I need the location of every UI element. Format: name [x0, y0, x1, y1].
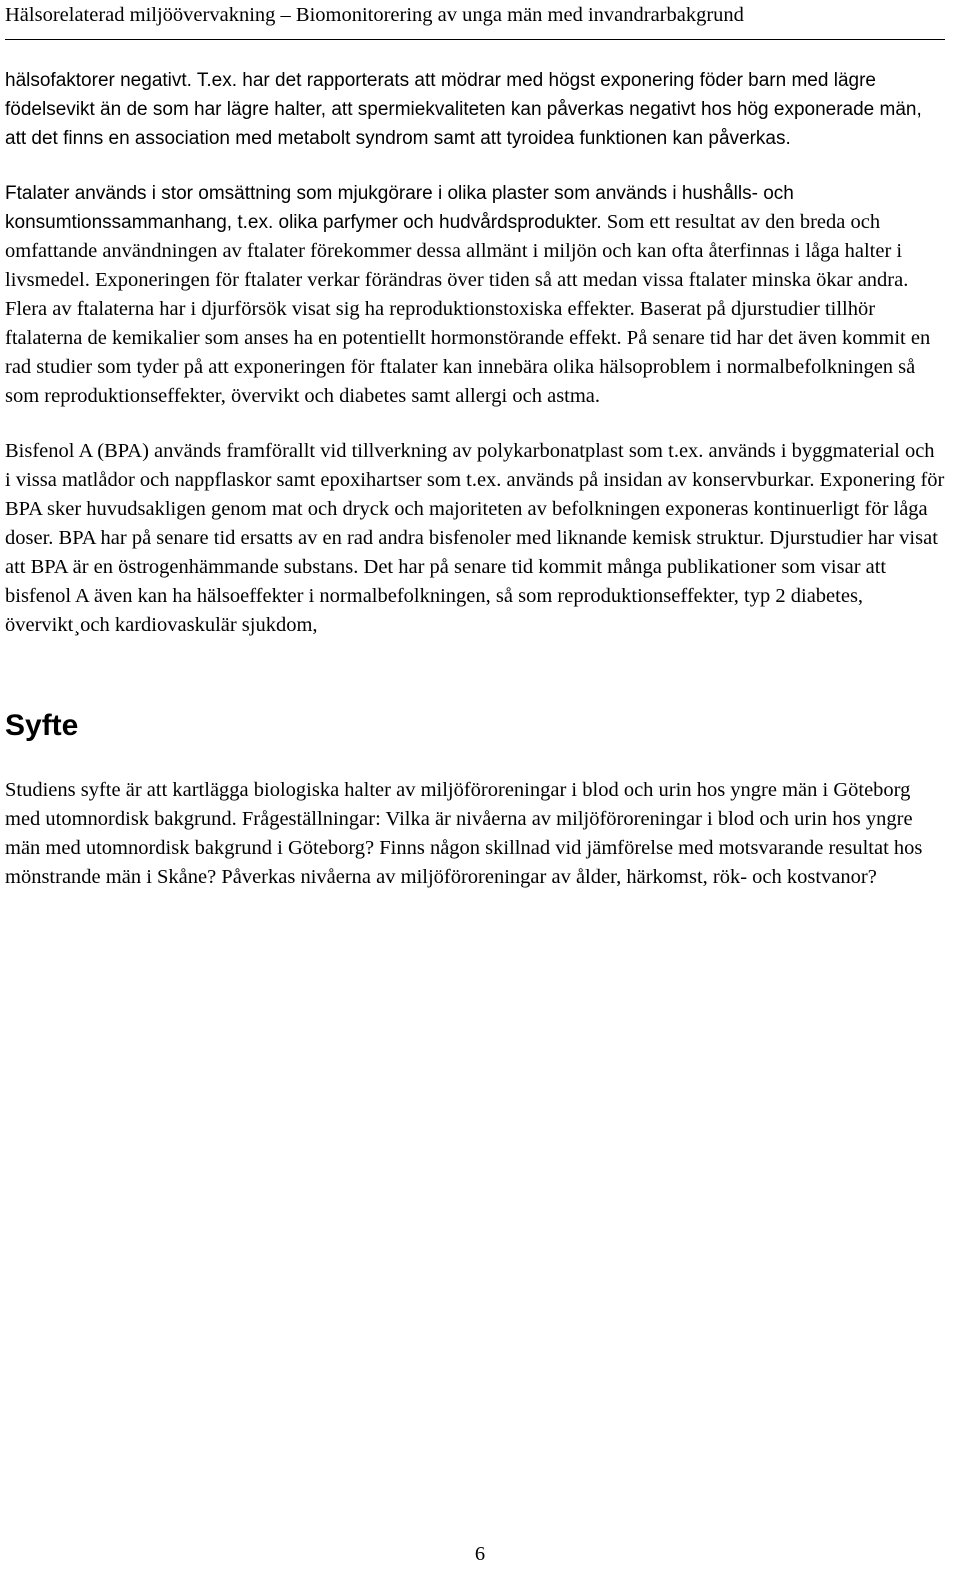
paragraph-phthalates-intro: Ftalater används i stor omsättning som mjukgörare i olika plaster som används i hushålls- och konsumtionssammanhang, t.ex. olika parfymer och hudvårdsprodukter.	[5, 183, 794, 233]
paragraph-bisphenol-a: Bisfenol A (BPA) används framförallt vid tillverkning av polykarbonatplast som t.ex. används i byggmaterial och i vissa matlådor och nappflaskor samt epoxihartser som t.ex. används på insidan av konservburkar. Exponering för BPA sker huvudsakligen genom mat och dryck och majoriteten av befolkningen exponeras kontinuerligt för låga doser. BPA har på senare tid ersatts av en rad andra bisfenoler med liknande kemisk struktur. Djurstudier har visat att BPA är en östrogenhämmande substans. Det har på senare tid kommit många publikationer som visar att bisfenol A även kan ha hälsoeffekter i normalbefolkningen, så som reproduktionseffekter, typ 2 diabetes, övervikt¸och kardiovaskulär sjukdom,	[5, 440, 945, 636]
running-header-title: Hälsorelaterad miljöövervakning – Biomonitorering av unga män med invandrarbakgrund	[5, 4, 744, 26]
paragraph-health-effects: hälsofaktorer negativt. T.ex. har det rapporterats att mödrar med högst exponering föder barn med lägre födelsevikt än de som har lägre halter, att spermiekvaliteten kan påverkas negativt hos hög exponerade män, att det finns en association med metabolt syndrom samt att tyroidea funktionen kan påverkas.	[5, 70, 922, 149]
page-number: 6	[474, 1543, 486, 1565]
running-header	[5, 0, 945, 40]
paragraph-syfte: Studiens syfte är att kartlägga biologiska halter av miljöföroreningar i blod och urin hos yngre män i Göteborg med utomnordisk bakgrund. Frågeställningar: Vilka är nivåerna av miljöföroreningar i blod och urin hos yngre män med utomnordisk bakgrund i Göteborg? Finns någon skillnad vid jämförelse med motsvarande resultat hos mönstrande män i Skåne? Påverkas nivåerna av miljöföroreningar av ålder, härkomst, rök- och kostvanor?	[5, 779, 923, 888]
paragraph-phthalates	[5, 179, 945, 411]
page-body	[5, 66, 945, 892]
section-heading-syfte: Syfte	[5, 709, 79, 742]
paragraph-phthalates-rest: Som ett resultat av den breda och omfattande användningen av ftalater förekommer dessa allmänt i miljön och kan ofta återfinnas i låga halter i livsmedel. Exponeringen för ftalater verkar förändras över tiden så att medan vissa ftalater minska ökar andra. Flera av ftalaterna har i djurförsök visat sig ha reproduktionstoxiska effekter. Baserat på djurstudier tillhör ftalaterna de kemikalier som anses ha en potentiellt hormonstörande effekt. På senare tid har det även kommit en rad studier som tyder på att exponeringen för ftalater kan innebära olika hälsoproblem i normalbefolkningen så som reproduktionseffekter, övervikt och diabetes samt allergi och astma.	[5, 211, 931, 407]
